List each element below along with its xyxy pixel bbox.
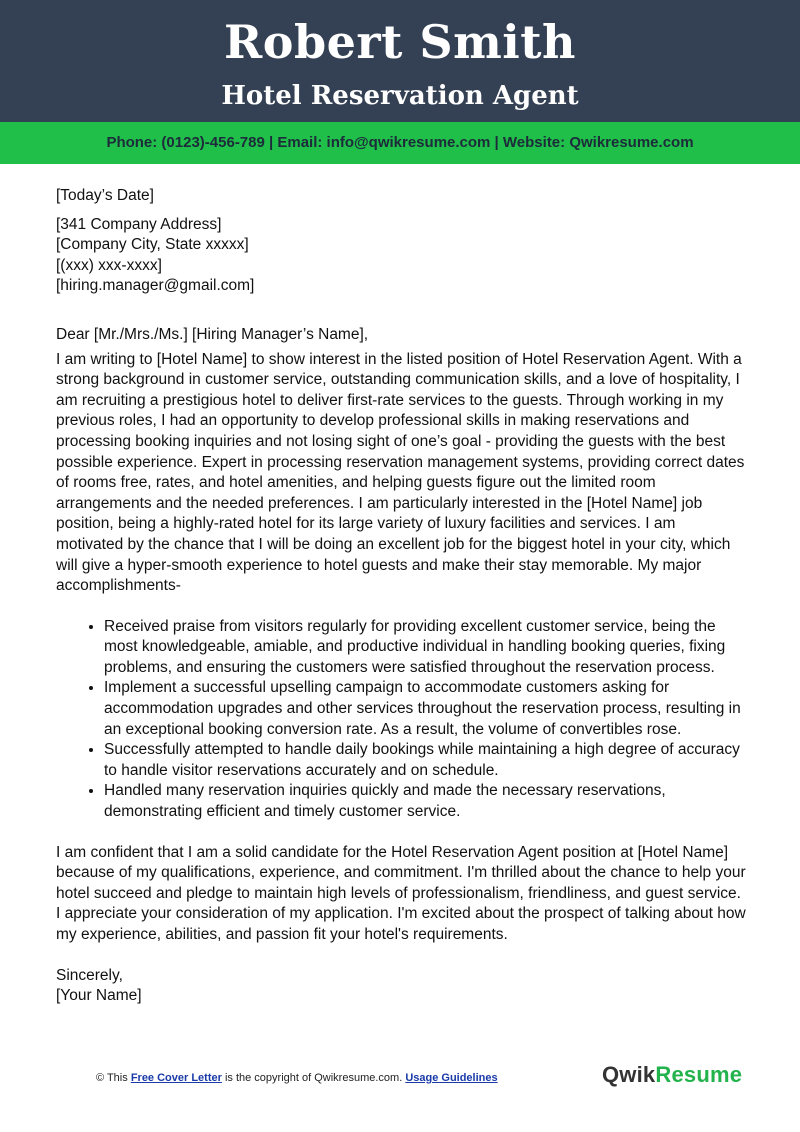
accomplishments-list (56, 617, 746, 823)
letter-date (56, 186, 746, 207)
address-line: [(xxx) xxx-xxxx] (56, 256, 162, 274)
usage-guidelines-link[interactable]: Usage Guidelines (405, 1072, 498, 1084)
date-line: [Today’s Date] (56, 187, 154, 204)
signature-name: [Your Name] (56, 987, 142, 1005)
job-title: Hotel Reservation Agent (221, 81, 579, 111)
recipient-address (56, 215, 746, 297)
signoff: Sincerely, (56, 966, 123, 984)
qwikresume-logo (602, 1062, 742, 1088)
list-item: • Received praise from visitors regularly for providing excellent customer service, being the most knowledgeable, amiable, and productive individual in handling booking queries, fixing problems, and ensuring the customers were satisfied throughout the reservation process. (104, 617, 746, 679)
copyright-note (96, 1072, 498, 1084)
header-banner (0, 0, 800, 122)
salutation: Dear [Mr./Mrs./Ms.] [Hiring Manager’s Name], (56, 325, 369, 343)
letter-body (56, 186, 746, 1007)
list-item: • Implement a successful upselling campaign to accommodate customers asking for accommodation upgrades and other services throughout the reservation process, resulting in an exceptional booking conversion rate. As a result, the volume of convertibles rose. (104, 678, 746, 740)
copyright-middle: is the copyright of Qwikresume.com. (221, 1072, 406, 1084)
signature-block (56, 966, 746, 1007)
free-cover-letter-link[interactable]: Free Cover Letter (130, 1072, 222, 1084)
candidate-name: Robert Smith (224, 15, 576, 69)
closing-paragraph: I am confident that I am a solid candidate for the Hotel Reservation Agent position at [Hotel Name] because of my qualifications, experience, and commitment. I'm thrilled about the chance to help your hotel succeed and pledge to maintain high levels of professionalism, friendliness, and guest service. I appreciate your consideration of my application. I'm excited about the prospect of talking about how my experience, abilities, and passion fit your hotel's requirements. (56, 843, 746, 943)
copyright-prefix: © This (96, 1072, 131, 1084)
address-line: [341 Company Address] (56, 215, 222, 233)
list-item: • Successfully attempted to handle daily bookings while maintaining a high degree of accuracy to handle visitor reservations accurately and on schedule. (104, 740, 746, 781)
address-line: [Company City, State xxxxx] (56, 236, 249, 254)
intro-paragraph: I am writing to [Hotel Name] to show interest in the listed position of Hotel Reservation Agent. With a strong background in customer service, outstanding communication skills, and a love of hospitality, I am recruiting a prestigious hotel to deliver first-rate services to the guests. Through working in my previous roles, I had an opportunity to develop professional skills in making reservations and processing booking inquiries and not losing sight of one’s goal - providing the guests with the best possible experience. Expert in processing reservation management systems, providing correct dates of rooms free, rates, and hotel amenities, and helping guests figure out the limited room arrangements and the needed preferences. I am particularly interested in the [Hotel Name] job position, being a highly-rated hotel for its large variety of luxury facilities and services. I am motivated by the chance that I will be doing an excellent job for the biggest hotel in your city, which will give a hyper-smooth experience to hotel guests and make their stay memorable. My major accomplishments- (56, 350, 745, 595)
logo-part-resume: Resume (655, 1062, 743, 1087)
logo-part-qwik: Qwik (602, 1062, 656, 1087)
address-line: [hiring.manager@gmail.com] (56, 277, 255, 295)
contact-bar: Phone: (0123)-456-789 | Email: info@qwikresume.com | Website: Qwikresume.com (0, 122, 800, 164)
list-item: • Handled many reservation inquiries quickly and made the necessary reservations, demonstrating efficient and timely customer service. (104, 781, 746, 822)
